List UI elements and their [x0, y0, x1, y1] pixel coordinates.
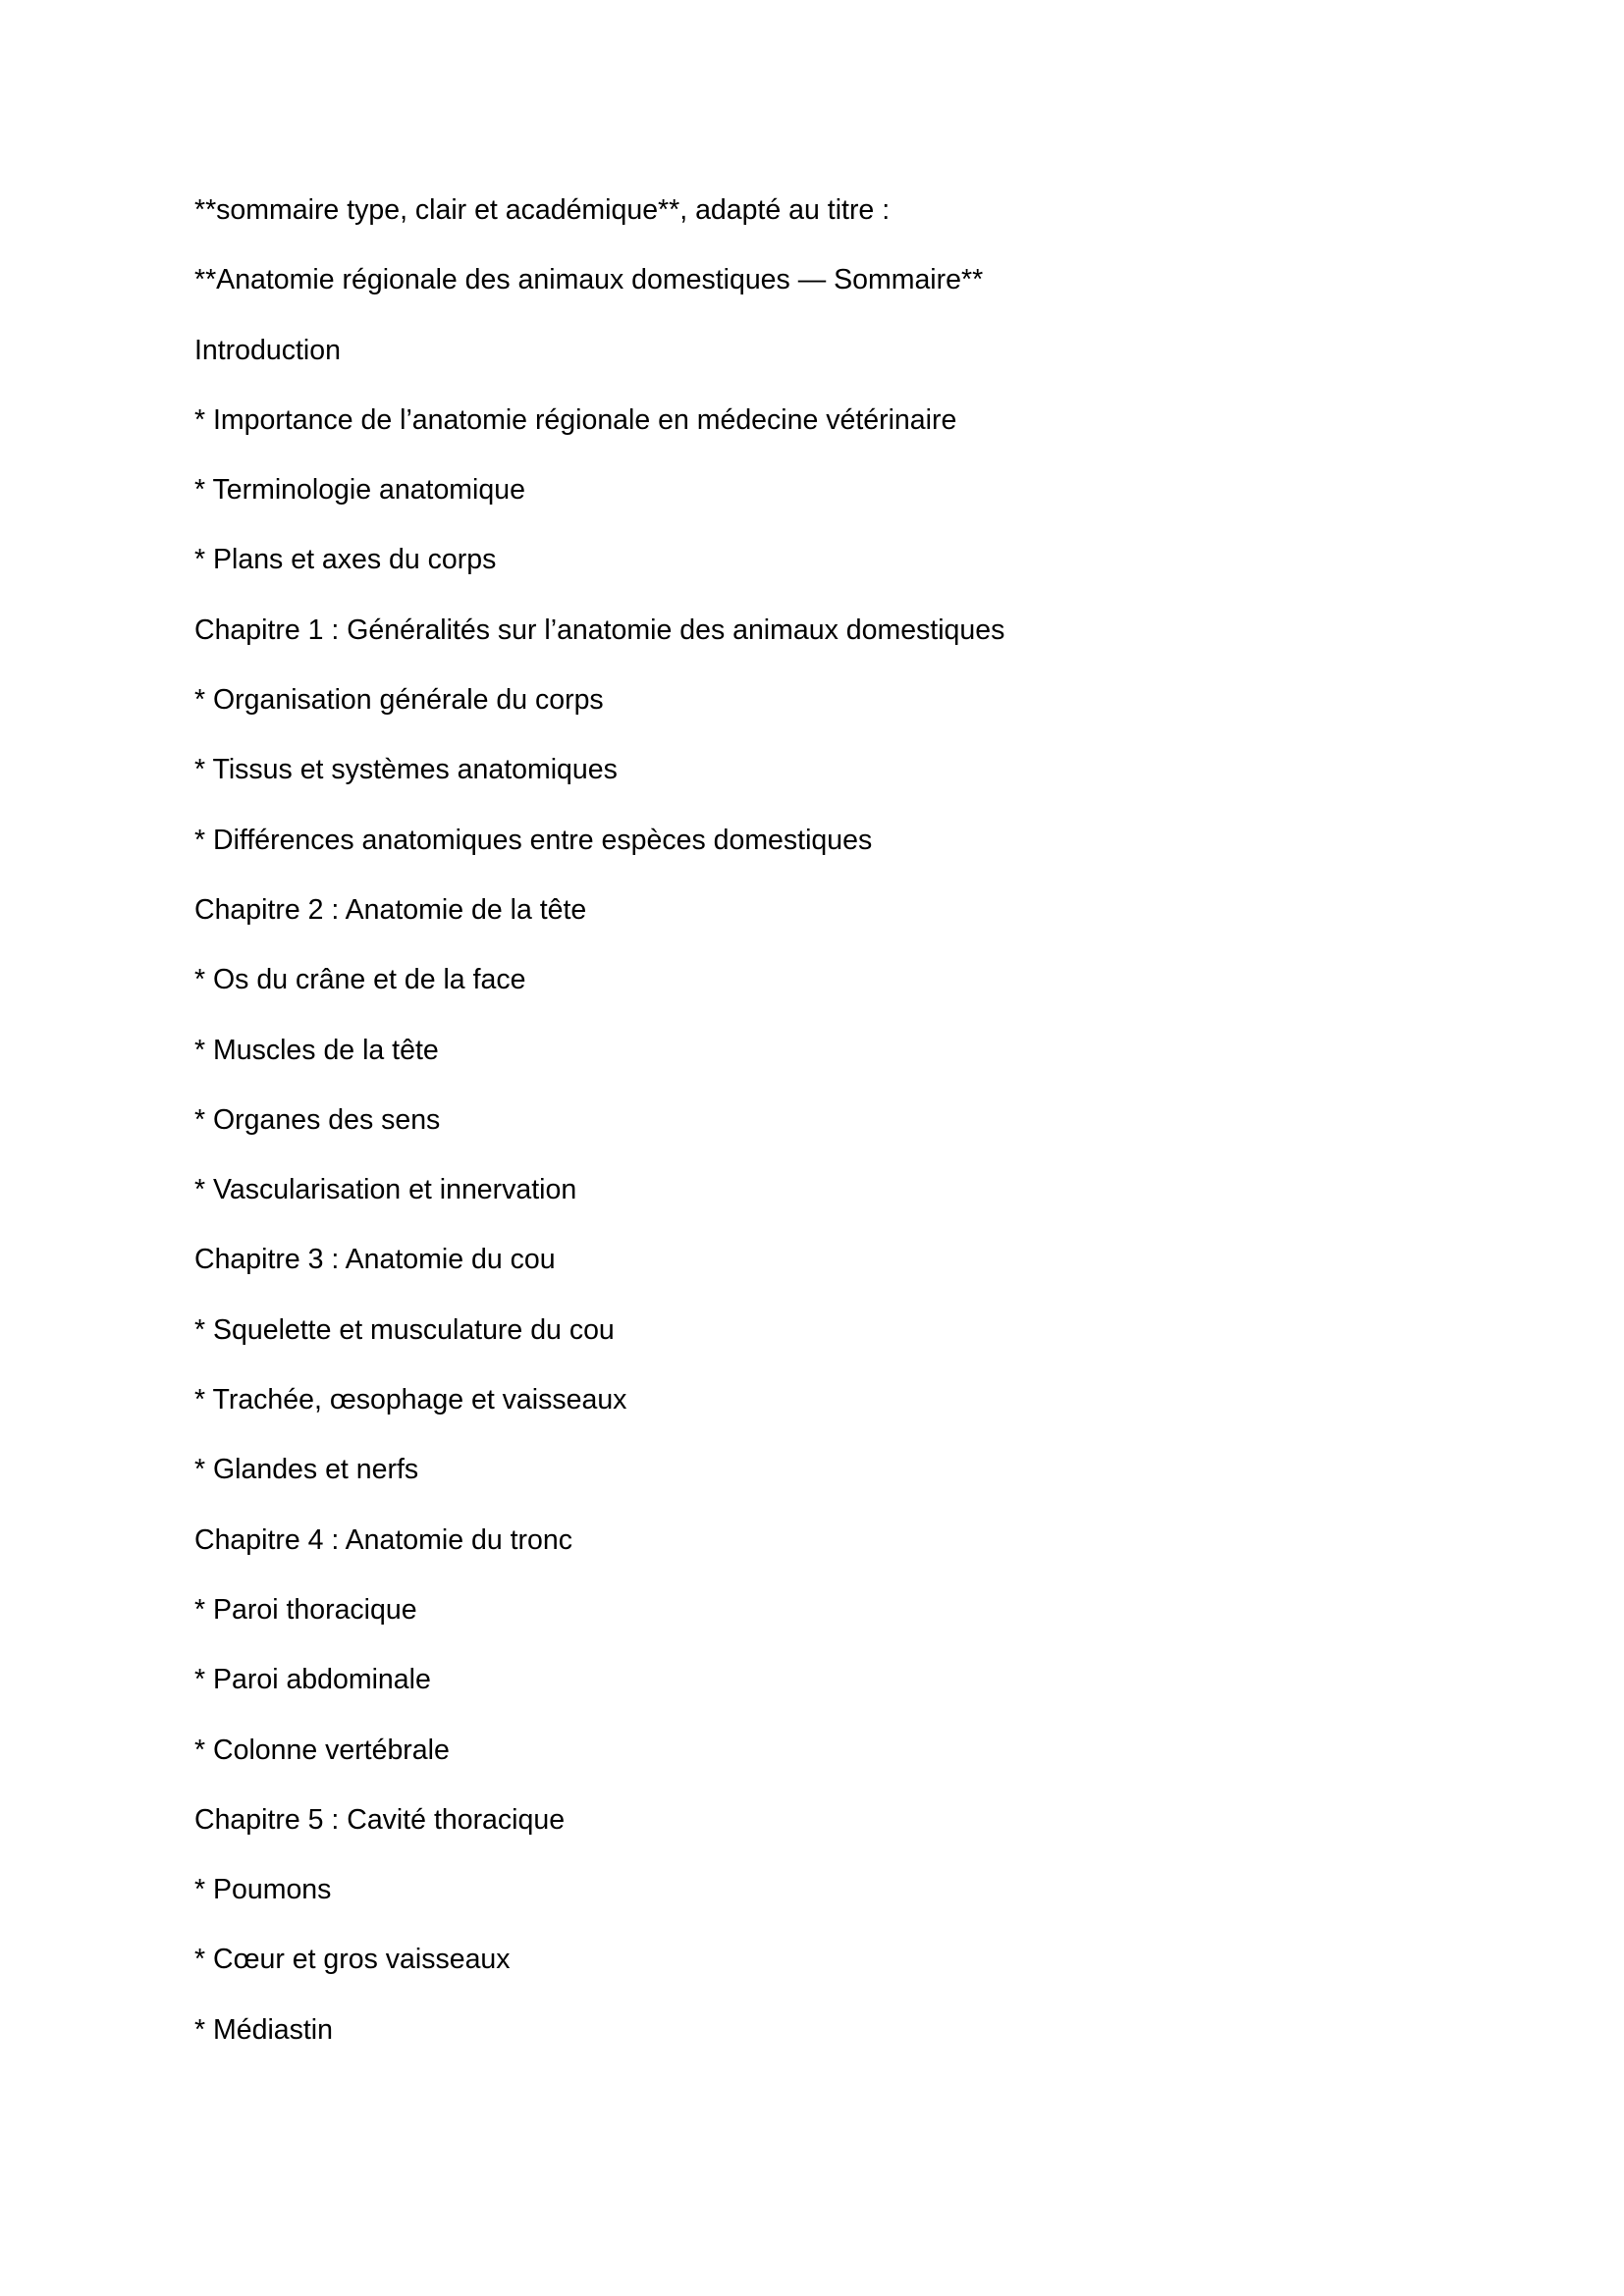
list-item: * Médiastin — [194, 2013, 333, 2046]
list-item: * Trachée, œsophage et vaisseaux — [194, 1384, 627, 1416]
list-item: * Plans et axes du corps — [194, 544, 497, 576]
list-item: * Organisation générale du corps — [194, 684, 604, 717]
chapter-heading-3: Chapitre 3 : Anatomie du cou — [194, 1244, 556, 1276]
list-item: * Glandes et nerfs — [194, 1454, 419, 1486]
list-item: * Paroi abdominale — [194, 1664, 431, 1696]
chapter-heading-4: Chapitre 4 : Anatomie du tronc — [194, 1523, 572, 1556]
list-item: * Squelette et musculature du cou — [194, 1313, 615, 1346]
list-item: * Colonne vertébrale — [194, 1734, 450, 1766]
document-title: **Anatomie régionale des animaux domestiques — Sommaire** — [194, 264, 984, 296]
list-item: * Terminologie anatomique — [194, 474, 525, 507]
chapter-heading-2: Chapitre 2 : Anatomie de la tête — [194, 893, 587, 926]
list-item: * Os du crâne et de la face — [194, 964, 526, 996]
list-item: * Importance de l’anatomie régionale en médecine vétérinaire — [194, 403, 957, 436]
list-item: * Vascularisation et innervation — [194, 1174, 577, 1206]
section-heading-introduction: Introduction — [194, 334, 341, 366]
chapter-heading-5: Chapitre 5 : Cavité thoracique — [194, 1803, 566, 1836]
list-item: * Paroi thoracique — [194, 1593, 417, 1626]
list-item: * Différences anatomiques entre espèces domestiques — [194, 824, 873, 856]
chapter-heading-1: Chapitre 1 : Généralités sur l’anatomie des animaux domestiques — [194, 614, 1005, 646]
list-item: * Cœur et gros vaisseaux — [194, 1944, 511, 1976]
list-item: * Organes des sens — [194, 1103, 441, 1136]
list-item: * Muscles de la tête — [194, 1034, 439, 1066]
document-body — [194, 190, 1432, 2080]
intro-note: **sommaire type, clair et académique**, adapté au titre : — [194, 194, 891, 226]
list-item: * Tissus et systèmes anatomiques — [194, 754, 618, 786]
list-item: * Poumons — [194, 1874, 332, 1906]
